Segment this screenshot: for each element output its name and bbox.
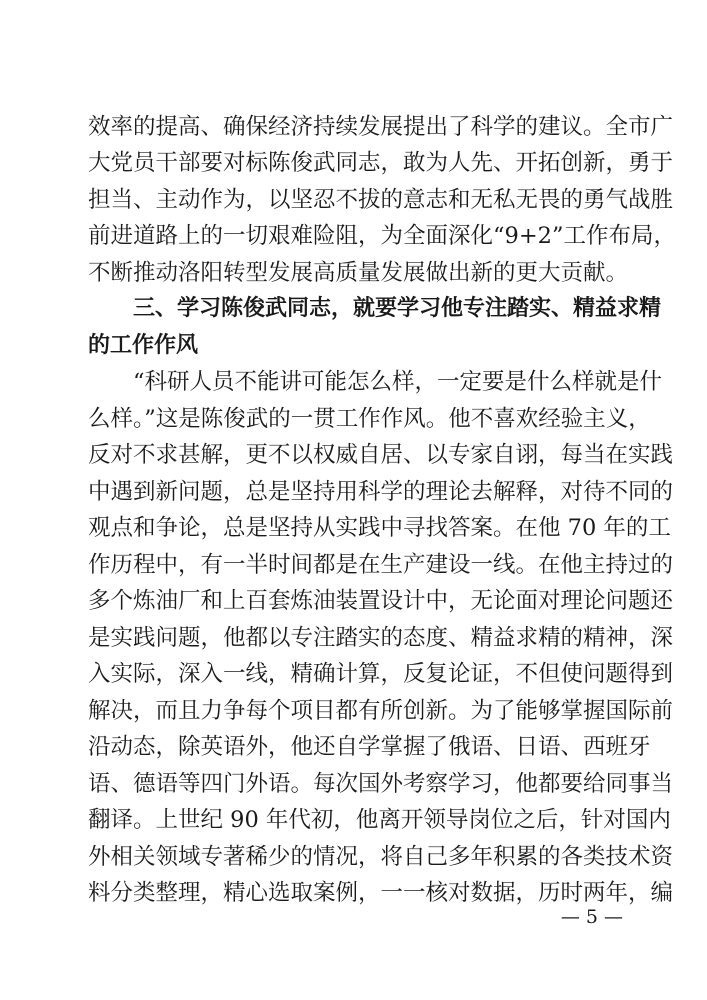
section-heading-line: 的工作作风 — [88, 332, 199, 358]
paragraph-line: 效率的提高、确保经济持续发展提出了科学的建议。全市广 — [88, 114, 674, 140]
paragraph-line: 入实际，深入一线，精确计算，反复论证，不但使问题得到 — [88, 661, 674, 688]
paragraph-line: 观点和争论，总是坚持从实践中寻找答案。在他 70 年的工 — [88, 515, 671, 542]
paragraph-line: 么样。”这是陈俊武的一贯工作作风。他不喜欢经验主义， — [88, 405, 651, 432]
paragraph-line: 反对不求甚解，更不以权威自居、以专家自诩，每当在实践 — [88, 442, 674, 469]
paragraph-line: 前进道路上的一切艰难险阻，为全面深化“9+2”工作布局， — [88, 223, 676, 250]
paragraph-line: 外相关领域专著稀少的情况，将自己多年积累的各类技术资 — [88, 843, 674, 870]
paragraph-line: 沿动态，除英语外，他还自学掌握了俄语、日语、西班牙 — [88, 734, 651, 761]
section-heading-line: 三、学习陈俊武同志，就要学习他专注踏实、精益求精 — [133, 296, 662, 322]
paragraph-line: 中遇到新问题，总是坚持用科学的理论去解释，对待不同的 — [88, 478, 674, 505]
paragraph-line: 大党员干部要对标陈俊武同志，敢为人先、开拓创新，勇于 — [88, 150, 674, 177]
paragraph-line: 多个炼油厂和上百套炼油装置设计中，无论面对理论问题还 — [88, 588, 674, 615]
paragraph-line: 作历程中，有一半时间都是在生产建设一线。在他主持过的 — [88, 551, 674, 578]
paragraph-line: 料分类整理，精心选取案例，一一核对数据，历时两年，编 — [88, 880, 674, 906]
paragraph-line: 是实践问题，他都以专注踏实的态度、精益求精的精神，深 — [88, 624, 674, 651]
paragraph-line: 解决，而且力争每个项目都有所创新。为了能够掌握国际前 — [88, 697, 674, 724]
paragraph-line: 翻译。上世纪 90 年代初，他离开领导岗位之后，针对国内 — [88, 807, 671, 834]
paragraph-line: “科研人员不能讲可能怎么样，一定要是什么样就是什 — [133, 369, 663, 396]
page-number: — 5 — — [560, 906, 623, 928]
paragraph-line: 不断推动洛阳转型发展高质量发展做出新的更大贡献。 — [88, 259, 629, 286]
paragraph-line: 担当、主动作为，以坚忍不拔的意志和无私无畏的勇气战胜 — [88, 186, 674, 213]
paragraph-line: 语、德语等四门外语。每次国外考察学习，他都要给同事当 — [88, 770, 674, 797]
